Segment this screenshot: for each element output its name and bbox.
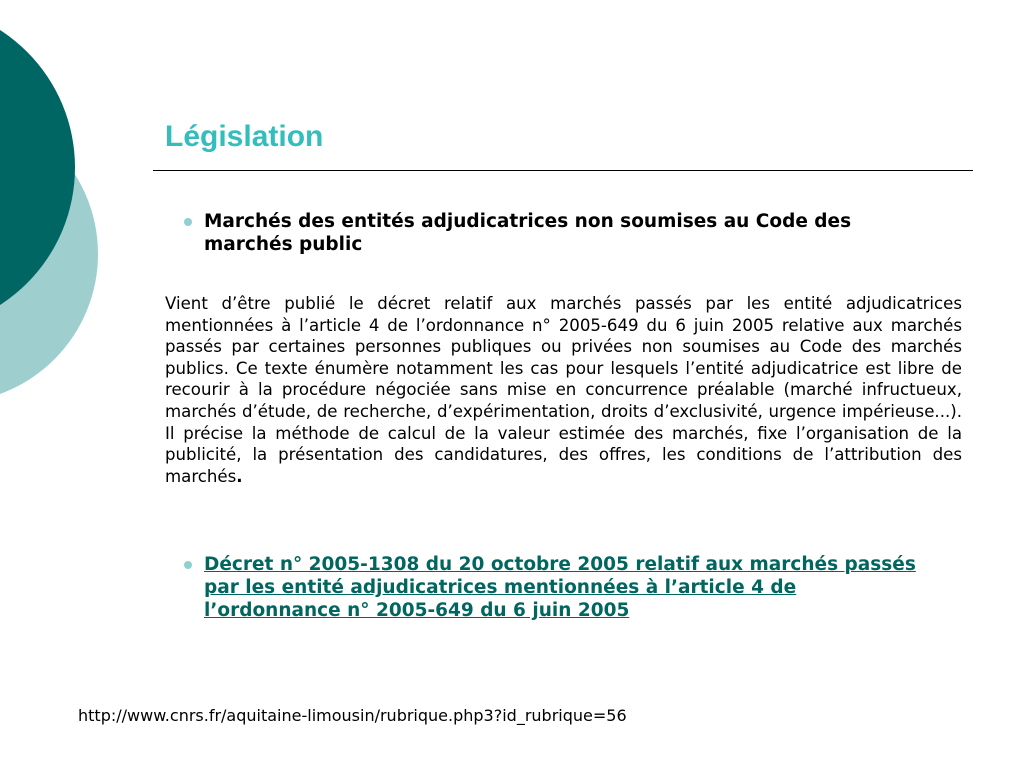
source-url: http://www.cnrs.fr/aquitaine-limousin/rubrique.php3?id_rubrique=56 <box>78 706 627 725</box>
paragraph-period: . <box>236 466 243 486</box>
body-paragraph <box>165 293 962 487</box>
bullet-dot-icon <box>184 561 192 569</box>
decree-link[interactable]: Décret n° 2005-1308 du 20 octobre 2005 relatif aux marchés passés par les entité adjudicatrices mentionnées à l’article 4 de l’ordonnance n° 2005-649 du 6 juin 2005 <box>204 554 916 621</box>
slide-title: Législation <box>165 120 324 153</box>
bullet-item-decree-link <box>184 553 939 622</box>
bullet-link-wrapper <box>204 553 939 622</box>
bullet-text: Marchés des entités adjudicatrices non soumises au Code des marchés public <box>204 211 852 255</box>
title-divider <box>153 170 973 171</box>
body-paragraph-text: Vient d’être publié le décret relatif aux marchés passés par les entité adjudicatrices mentionnées à l’article 4 de l’ordonnance n° 2005-649 du 6 juin 2005 relative aux marchés passés par certaines personnes publiques ou privées non soumises au Code des marchés publics. Ce texte énumère notamment les cas pour lesquels l’entité adjudicatrice est libre de recourir à la procédure négociée sans mise en concurrence préalable (marché infructueux, marchés d’étude, de recherche, d’expérimentation, droits d’exclusivité, urgence impérieuse...). Il précise la méthode de calcul de la valeur estimée des marchés, fixe l’organisation de la publicité, la présentation des candidatures, des offres, les conditions de l’attribution des marchés <box>165 294 962 486</box>
bullet-dot-icon <box>184 218 192 226</box>
bullet-item-heading <box>184 210 944 256</box>
